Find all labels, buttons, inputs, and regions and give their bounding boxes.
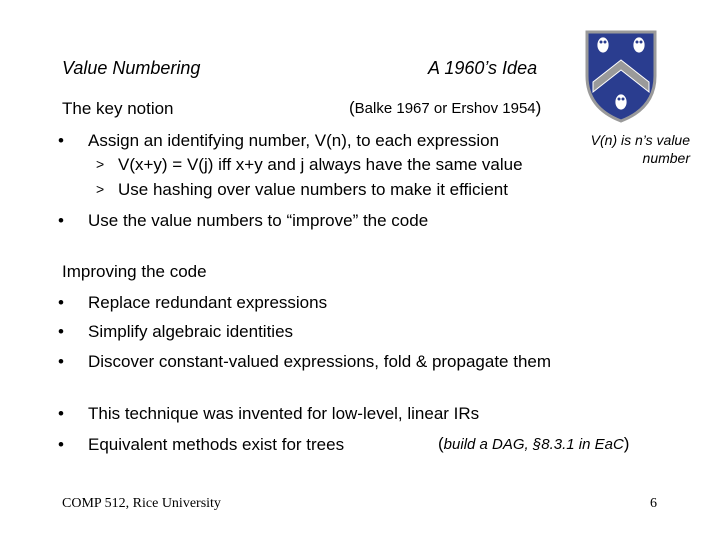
bullet-marker: • xyxy=(58,404,64,423)
bullet-marker: • xyxy=(58,211,64,230)
bullet-text: Equivalent methods exist for trees xyxy=(88,435,345,454)
citation-close: ) xyxy=(535,98,542,117)
section-heading-key-notion: The key notion xyxy=(62,99,174,118)
side-note: V(n) is n’s value number xyxy=(590,132,690,166)
bullet-text: Simplify algebraic identities xyxy=(88,322,294,341)
bullet-text: Replace redundant expressions xyxy=(88,293,328,312)
slide-subtitle: A 1960’s Idea xyxy=(428,58,538,78)
footer-course: COMP 512, Rice University xyxy=(62,496,221,511)
bullet-marker: • xyxy=(58,293,64,312)
bullet-marker: • xyxy=(58,322,64,341)
tree-note-close: ) xyxy=(623,434,630,453)
bullet-text: Use the value numbers to “improve” the code xyxy=(88,211,429,230)
page-number: 6 xyxy=(650,496,657,511)
sub-bullet-text: V(x+y) = V(j) iff x+y and j always have the same value xyxy=(118,155,523,174)
slide-title: Value Numbering xyxy=(62,58,201,78)
bullet-marker: • xyxy=(58,435,64,454)
citation xyxy=(349,98,541,118)
bullet-marker: • xyxy=(58,352,64,371)
section-heading-improving: Improving the code xyxy=(62,262,207,281)
bullet-marker: • xyxy=(58,131,64,150)
citation-text: Balke 1967 or Ershov 1954 xyxy=(354,100,536,117)
bullet-text: This technique was invented for low-level, linear IRs xyxy=(88,404,480,423)
sub-bullet-text: Use hashing over value numbers to make it efficient xyxy=(118,180,508,199)
sub-bullet-marker: > xyxy=(96,181,105,197)
tree-note-open: ( xyxy=(438,434,444,453)
sub-bullet-marker: > xyxy=(96,156,105,172)
rice-crest-logo xyxy=(583,28,659,124)
citation-open: ( xyxy=(349,98,355,117)
bullet-text: Assign an identifying number, V(n), to each expression xyxy=(88,131,500,150)
tree-note-text: build a DAG, §8.3.1 in EaC xyxy=(443,436,624,453)
bullet-text: Discover constant-valued expressions, fold & propagate them xyxy=(88,352,552,371)
tree-note xyxy=(438,434,629,454)
